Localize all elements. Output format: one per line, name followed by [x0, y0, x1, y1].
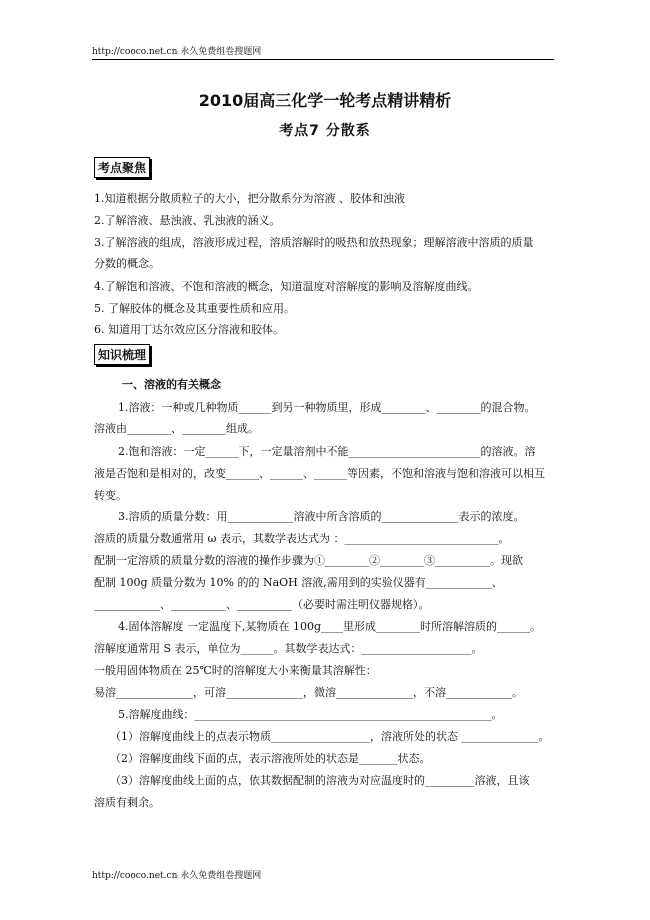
page-footer: http://cooco.net.cn 永久免费组卷搜题网	[92, 871, 262, 881]
section-tag-focus: 考点聚焦	[94, 157, 150, 178]
body-line: 溶液由________、________组成。	[94, 422, 259, 435]
body-line: ____________、__________、__________（必要时需注明仪器规格）。	[94, 598, 430, 611]
body-line: （1）溶解度曲线上的点表示物质__________________，溶液所处的状态 ______________。	[110, 730, 550, 743]
focus-point: 3.了解溶液的组成，溶液形成过程，溶质溶解时的吸热和放热现象；理解溶液中溶质的质量	[94, 236, 534, 249]
body-line: 溶质有剩余。	[94, 796, 160, 809]
document-subtitle: 考点7 分散系	[279, 123, 371, 139]
focus-point: 4.了解饱和溶液、不饱和溶液的概念，知道温度对溶解度的影响及溶解度曲线。	[94, 280, 479, 293]
body-line: （3）溶解度曲线上面的点，依其数据配制的溶液为对应温度时的_________溶液，且该	[110, 774, 530, 787]
subsection-title: 一、溶液的有关概念	[122, 378, 221, 391]
body-line: 易溶______________，可溶______________，微溶______________，不溶____________。	[94, 686, 523, 699]
body-line: 转变。	[94, 489, 127, 502]
body-line: 5.溶解度曲线：______________________________________________________。	[118, 708, 503, 721]
body-line: 一般用固体物质在 25℃时的溶解度大小来衡量其溶解性：	[94, 664, 377, 677]
body-line: 3.溶质的质量分数：用____________溶液中所含溶质的______________表示的浓度。	[118, 510, 525, 523]
body-line: 1.溶液：一种或几种物质______到另一种物质里，形成________、________的混合物。	[118, 401, 536, 414]
document-title: 2010届高三化学一轮考点精讲精析	[198, 91, 452, 110]
focus-point: 1.知道根据分散质粒子的大小，把分散系分为溶液 、胶体和浊液	[94, 192, 405, 205]
body-line: 2.饱和溶液：一定______下，一定量溶剂中不能________________________的溶液。溶	[118, 445, 536, 458]
body-line: 配制一定溶质的质量分数的溶液的操作步骤为①________②________③__________。现欲	[94, 554, 523, 567]
body-line: （2）溶解度曲线下面的点，表示溶液所处的状态是_______状态。	[110, 752, 431, 765]
body-line: 配制 100g 质量分数为 10% 的的 NaOH 溶液,需用到的实验仪器有____________、	[94, 576, 503, 589]
body-line: 溶质的质量分数通常用 ω 表示，其数学表达式为 ：____________________________。	[94, 532, 510, 545]
focus-point: 5. 了解胶体的概念及其重要性质和应用。	[94, 302, 295, 315]
section-tag-knowledge: 知识梳理	[94, 344, 150, 365]
focus-point: 分数的概念。	[94, 257, 160, 270]
body-line: 液是否饱和是相对的，改变______、______、______等因素，不饱和溶液与饱和溶液可以相互	[94, 467, 545, 480]
body-line: 4.固体溶解度 一定温度下,某物质在 100g____里形成________时所溶解溶质的______。	[118, 620, 542, 633]
page-header: http://cooco.net.cn 永久免费组卷搜题网	[92, 44, 554, 60]
focus-point: 2.了解溶液、悬浊液、乳浊液的涵义。	[94, 214, 281, 227]
focus-point: 6. 知道用丁达尔效应区分溶液和胶体。	[94, 323, 284, 336]
body-line: 溶解度通常用 S 表示，单位为______。其数学表达式：____________________。	[94, 642, 483, 655]
